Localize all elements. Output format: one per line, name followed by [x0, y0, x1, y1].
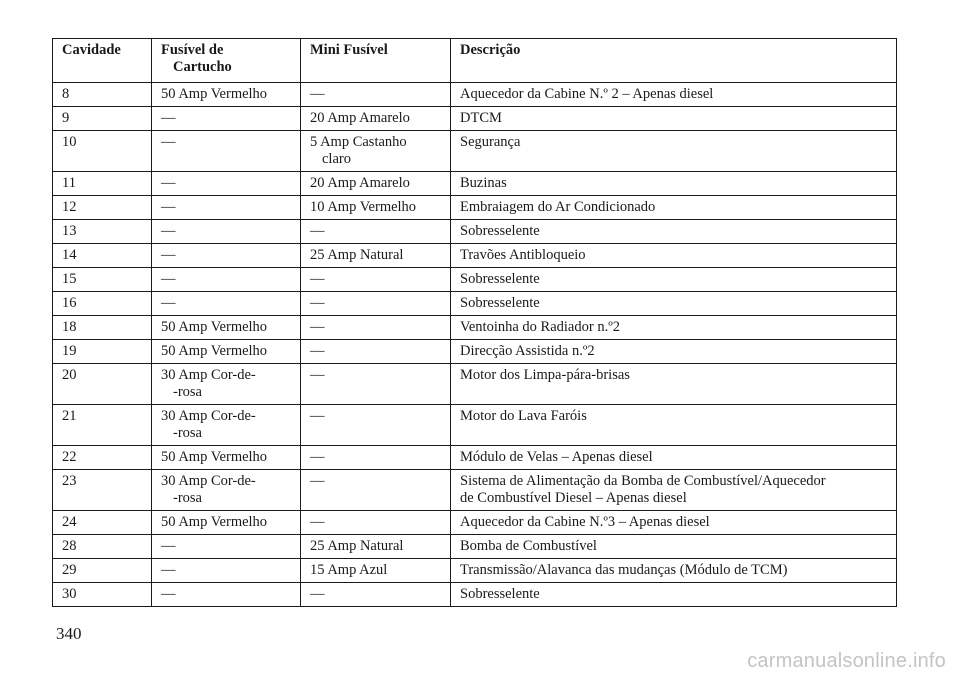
mini-fusivel-cell — [301, 316, 451, 340]
cell-text: 29 — [62, 562, 77, 578]
cell-text: Sobresselente — [460, 223, 540, 239]
cell-text: 19 — [62, 343, 77, 359]
cell-text: — — [161, 199, 176, 215]
header-cavidade — [53, 39, 152, 83]
cavidade-cell — [53, 220, 152, 244]
table-row — [53, 268, 897, 292]
cartucho-cell — [152, 446, 301, 470]
cell-text: Módulo de Velas – Apenas diesel — [460, 449, 653, 465]
cell-text: — — [310, 449, 325, 465]
watermark: carmanualsonline.info — [747, 650, 946, 672]
fuse-table — [52, 38, 897, 607]
table-row — [53, 535, 897, 559]
cell-text: — — [161, 295, 176, 311]
header-line: Fusível de — [161, 42, 224, 58]
cartucho-cell — [152, 511, 301, 535]
cell-text: — — [310, 586, 325, 602]
cell-text: 25 Amp Natural — [310, 247, 404, 263]
cavidade-cell — [53, 511, 152, 535]
cell-text: Sistema de Alimentação da Bomba de Combustível/Aquecedor — [460, 473, 826, 489]
mini-fusivel-cell — [301, 511, 451, 535]
cavidade-cell — [53, 83, 152, 107]
descricao-cell — [451, 83, 897, 107]
cell-text: 50 Amp Vermelho — [161, 319, 268, 335]
page-number: 340 — [56, 624, 82, 643]
cell-text: -rosa — [173, 490, 202, 506]
cell-text: Transmissão/Alavanca das mudanças (Módulo de TCM) — [460, 562, 788, 578]
cavidade-cell — [53, 364, 152, 405]
mini-fusivel-cell — [301, 470, 451, 511]
cell-text: DTCM — [460, 110, 502, 126]
descricao-cell — [451, 470, 897, 511]
table-header-row — [53, 39, 897, 83]
cell-text: 5 Amp Castanho — [310, 134, 407, 150]
cell-text: — — [310, 514, 325, 530]
cell-text: Buzinas — [460, 175, 507, 191]
cartucho-cell — [152, 559, 301, 583]
header-line: Cartucho — [173, 59, 232, 75]
table-row — [53, 292, 897, 316]
cell-text: 13 — [62, 223, 77, 239]
cell-text: de Combustível Diesel – Apenas diesel — [460, 490, 687, 506]
cartucho-cell — [152, 107, 301, 131]
cavidade-cell — [53, 583, 152, 607]
descricao-cell — [451, 405, 897, 446]
mini-fusivel-cell — [301, 196, 451, 220]
table-row — [53, 470, 897, 511]
mini-fusivel-cell — [301, 107, 451, 131]
cartucho-cell — [152, 535, 301, 559]
cartucho-cell — [152, 244, 301, 268]
cell-text: Motor dos Limpa-pára-brisas — [460, 367, 630, 383]
descricao-cell — [451, 340, 897, 364]
cavidade-cell — [53, 340, 152, 364]
table-row — [53, 511, 897, 535]
cell-text: 14 — [62, 247, 77, 263]
cell-text: — — [310, 271, 325, 287]
table-row — [53, 316, 897, 340]
cell-text: Travões Antibloqueio — [460, 247, 586, 263]
cell-text: — — [161, 247, 176, 263]
cartucho-cell — [152, 340, 301, 364]
cell-text: 21 — [62, 408, 77, 424]
table-row — [53, 196, 897, 220]
cell-text: — — [161, 271, 176, 287]
cell-text: 18 — [62, 319, 77, 335]
descricao-cell — [451, 535, 897, 559]
table-row — [53, 559, 897, 583]
cell-text: Motor do Lava Faróis — [460, 408, 587, 424]
cell-text: — — [310, 295, 325, 311]
cartucho-cell — [152, 268, 301, 292]
cavidade-cell — [53, 196, 152, 220]
cell-text: — — [310, 86, 325, 102]
descricao-cell — [451, 172, 897, 196]
descricao-cell — [451, 196, 897, 220]
table-row — [53, 83, 897, 107]
cell-text: 30 — [62, 586, 77, 602]
fuse-table-body — [53, 83, 897, 607]
header-line: Mini Fusível — [310, 42, 388, 58]
cell-text: -rosa — [173, 425, 202, 441]
table-row — [53, 405, 897, 446]
descricao-cell — [451, 446, 897, 470]
cell-text: 10 — [62, 134, 77, 150]
mini-fusivel-cell — [301, 364, 451, 405]
header-line: Cavidade — [62, 42, 121, 58]
cell-text: claro — [322, 151, 351, 167]
cell-text: 50 Amp Vermelho — [161, 514, 268, 530]
mini-fusivel-cell — [301, 583, 451, 607]
cartucho-cell — [152, 292, 301, 316]
descricao-cell — [451, 131, 897, 172]
mini-fusivel-cell — [301, 292, 451, 316]
cell-text: Embraiagem do Ar Condicionado — [460, 199, 656, 215]
table-row — [53, 446, 897, 470]
cell-text: Aquecedor da Cabine N.º3 – Apenas diesel — [460, 514, 710, 530]
cell-text: 50 Amp Vermelho — [161, 449, 268, 465]
cell-text: — — [310, 343, 325, 359]
cartucho-cell — [152, 470, 301, 511]
cartucho-cell — [152, 405, 301, 446]
cavidade-cell — [53, 446, 152, 470]
cavidade-cell — [53, 559, 152, 583]
mini-fusivel-cell — [301, 244, 451, 268]
cavidade-cell — [53, 405, 152, 446]
cartucho-cell — [152, 83, 301, 107]
table-row — [53, 107, 897, 131]
cell-text: Segurança — [460, 134, 521, 150]
mini-fusivel-cell — [301, 131, 451, 172]
cell-text: 23 — [62, 473, 77, 489]
table-row — [53, 220, 897, 244]
cell-text: 30 Amp Cor-de- — [161, 367, 256, 383]
cavidade-cell — [53, 470, 152, 511]
cell-text: 15 — [62, 271, 77, 287]
mini-fusivel-cell — [301, 268, 451, 292]
cell-text: 15 Amp Azul — [310, 562, 388, 578]
header-mini-fusivel — [301, 39, 451, 83]
cartucho-cell — [152, 364, 301, 405]
cartucho-cell — [152, 583, 301, 607]
cell-text: 8 — [62, 86, 70, 102]
cavidade-cell — [53, 244, 152, 268]
descricao-cell — [451, 316, 897, 340]
cell-text: — — [310, 408, 325, 424]
cell-text: 9 — [62, 110, 70, 126]
header-fusivel-cartucho — [152, 39, 301, 83]
cell-text: 50 Amp Vermelho — [161, 86, 268, 102]
cell-text: 20 Amp Amarelo — [310, 175, 410, 191]
descricao-cell — [451, 511, 897, 535]
cell-text: 25 Amp Natural — [310, 538, 404, 554]
cell-text: 20 Amp Amarelo — [310, 110, 410, 126]
cell-text: — — [310, 319, 325, 335]
table-row — [53, 583, 897, 607]
cavidade-cell — [53, 316, 152, 340]
descricao-cell — [451, 583, 897, 607]
cell-text: 11 — [62, 175, 76, 191]
cell-text: — — [161, 110, 176, 126]
mini-fusivel-cell — [301, 446, 451, 470]
cell-text: Sobresselente — [460, 586, 540, 602]
cavidade-cell — [53, 292, 152, 316]
cell-text: 28 — [62, 538, 77, 554]
descricao-cell — [451, 292, 897, 316]
cavidade-cell — [53, 268, 152, 292]
cell-text: Sobresselente — [460, 295, 540, 311]
cell-text: Aquecedor da Cabine N.º 2 – Apenas diesel — [460, 86, 714, 102]
cavidade-cell — [53, 535, 152, 559]
cartucho-cell — [152, 172, 301, 196]
table-row — [53, 244, 897, 268]
cell-text: — — [310, 367, 325, 383]
cell-text: Bomba de Combustível — [460, 538, 597, 554]
descricao-cell — [451, 559, 897, 583]
cell-text: — — [161, 586, 176, 602]
cell-text: 10 Amp Vermelho — [310, 199, 417, 215]
cell-text: 30 Amp Cor-de- — [161, 408, 256, 424]
cell-text: 16 — [62, 295, 77, 311]
mini-fusivel-cell — [301, 172, 451, 196]
mini-fusivel-cell — [301, 535, 451, 559]
cell-text: 12 — [62, 199, 77, 215]
table-row — [53, 364, 897, 405]
mini-fusivel-cell — [301, 83, 451, 107]
cartucho-cell — [152, 316, 301, 340]
cartucho-cell — [152, 196, 301, 220]
mini-fusivel-cell — [301, 405, 451, 446]
cell-text: — — [310, 223, 325, 239]
cell-text: -rosa — [173, 384, 202, 400]
mini-fusivel-cell — [301, 340, 451, 364]
table-row — [53, 340, 897, 364]
cartucho-cell — [152, 131, 301, 172]
cavidade-cell — [53, 131, 152, 172]
cavidade-cell — [53, 172, 152, 196]
header-descricao — [451, 39, 897, 83]
mini-fusivel-cell — [301, 220, 451, 244]
cell-text: 24 — [62, 514, 77, 530]
cavidade-cell — [53, 107, 152, 131]
descricao-cell — [451, 220, 897, 244]
descricao-cell — [451, 268, 897, 292]
descricao-cell — [451, 107, 897, 131]
cell-text: 50 Amp Vermelho — [161, 343, 268, 359]
table-row — [53, 172, 897, 196]
cell-text: — — [310, 473, 325, 489]
cell-text: Direcção Assistida n.º2 — [460, 343, 595, 359]
cell-text: Ventoinha do Radiador n.º2 — [460, 319, 620, 335]
table-row — [53, 131, 897, 172]
descricao-cell — [451, 244, 897, 268]
mini-fusivel-cell — [301, 559, 451, 583]
descricao-cell — [451, 364, 897, 405]
cartucho-cell — [152, 220, 301, 244]
cell-text: — — [161, 562, 176, 578]
header-line: Descrição — [460, 42, 521, 58]
cell-text: — — [161, 538, 176, 554]
cell-text: 22 — [62, 449, 77, 465]
cell-text: — — [161, 223, 176, 239]
cell-text: — — [161, 175, 176, 191]
cell-text: 20 — [62, 367, 77, 383]
cell-text: 30 Amp Cor-de- — [161, 473, 256, 489]
cell-text: Sobresselente — [460, 271, 540, 287]
cell-text: — — [161, 134, 176, 150]
